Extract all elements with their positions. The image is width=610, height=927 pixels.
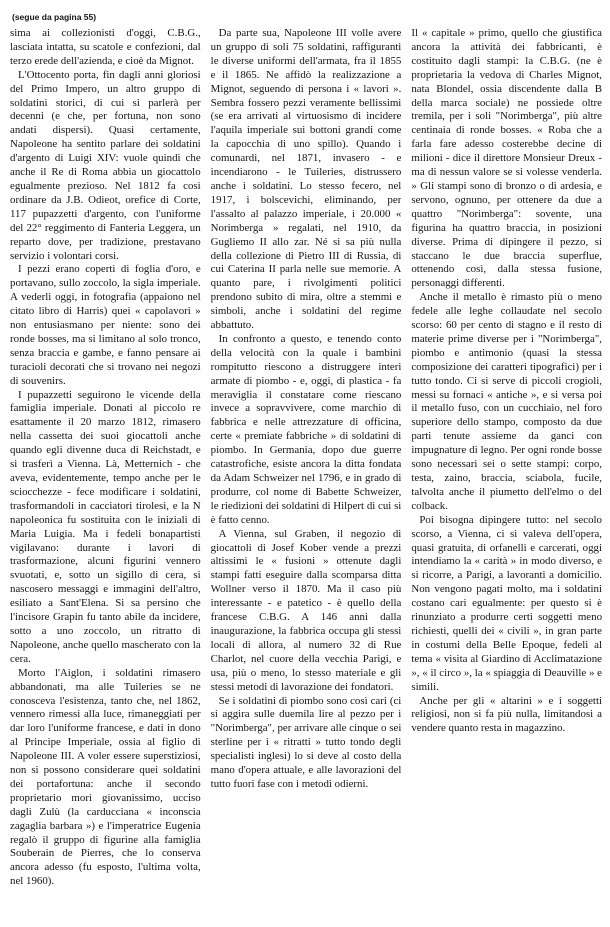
column-3 [411,27,602,921]
paragraph: Se i soldatini di piombo sono così cari (ci si aggira sulle duemila lire al pezzo per i "Norimberga", per arrivare alle cinque o sei sterline per i « ritratti » tutto tondo degli specialisti inglesi) lo si deve al costo della mano d'opera attuale, e alle lavorazioni del tutto fuori fase con i metodi odierni. [210,694,402,790]
paragraph: Da parte sua, Napoleone III volle avere un gruppo di soli 75 soldatini, raffiguranti le diverse uniformi dell'armata, fra il 1855 e il 1865. Ne affidò la realizzazione a Mignot, seguendo di persona i « lavori ». Sembra fossero pezzi veramente bellissimi (se era arrivati al virtuosismo di incidere l'aquila imperiale sui bottoni grandi come la capocchia di uno spillo). Quando i comunardi, nel 1871, invasero - e incendiarono - le Tuileries, distrussero anche i soldatini. Lo stesso fecero, nel 1917, i bolscevichi, eliminando, per l'assalto al palazzo imperiale, i 20.000 « Norimberga » regalati, nel 1910, da Gugliemo II allo zar. Né si sa più nulla della collezione di Pietro III di Russia, di cui Caterina II parla nelle sue memorie. A quanto pare, i rivolgimenti politici prendono subito di mira, oltre a stemmi e simboli, anche i soldatini del regime abbattuto. [210,27,402,332]
paragraph: A Vienna, sul Graben, il negozio di giocattoli di Josef Kober vende a prezzi altissimi le « fusioni » ottenute dagli stampi fatti eseguire dalla scomparsa ditta Wollner verso il 1870. Ma il caso più interessante - e patetico - è quello della francese C.B.G. A 146 anni dalla inaugurazione, la fabbrica occupa gli stessi locali di allora, al numero 32 di Rue Charlot, nel cuore della vecchia Parigi, e usa, più o meno, lo stesso materiale e gli stessi metodi di lavorazione dei fondatori. [210,527,402,693]
paragraph: Anche il metallo è rimasto più o meno fedele alle leghe collaudate nel secolo scorso: 60 per cento di stagno e il resto di materie prime diverse per i "Norimberga", piombo e antimonio (quasi la stessa composizione dei caratteri tipografici) per i tutto tondo. Ci si serve di piccoli crogioli, messi su fornaci « antiche », e si versa poi il metallo fuso, con un cucchiaio, nel foro superiore dello stampo, composto da due parti tenute assieme da ganci con impugnature di legno. Per ogni ronde bosse sono necessari sei o sette stampi: corpo, testa, zaino, braccia, sciabola, fucile, talvolta anche il piumetto dell'elmo o del colback. [411,291,603,512]
column-2 [211,27,402,921]
article-body [10,27,602,921]
paragraph: sima ai collezionisti d'oggi, C.B.G., lasciata intatta, su scatole e confezioni, dal terzo erede dell'azienda, e cioè da Mignot. [10,27,201,67]
paragraph: Anche per gli « altarini » e i soggetti religiosi, non si fa più nulla, limitandosi a vendere quanto resta in magazzino. [411,694,603,735]
paragraph: In confronto a questo, e tenendo conto della velocità con la quale i bambini rompitutto riescono a distruggere interi armate di piombo - e, oggi, di plastica - fa meraviglia il constatare come riescano invece a sopravvivere, come marchio di fabbrica e nelle attrezzature di officina, certe « premiate fabbriche » di soldatini di piombo. In Germania, dopo due guerre catastrofiche, esiste ancora la ditta fondata da Adam Schweizer nel 1796, e in grado di produrre, col nome di Babette Schweizer, le riedizioni dei soldatini di Hilpert di cui si è fatto cenno. [210,332,402,526]
paragraph: L'Ottocento porta, fin dagli anni gloriosi del Primo Impero, un altro gruppo di soldatini storici, di cui si parlerà per decenni (e che, per fortuna, non sono andati dispersi). Quasi certamente, Napoleone ha sentito parlare dei soldatini d'argento di Luigi XIV: vuole quindi che anche il Re di Roma abbia un giocattolo egualmente prezioso. Nel 1812 fa così ordinare da J.B. Odieot, orefice di Corte, 117 pupazzetti d'argento, con l'uniforme del 22° reggimento di Fanteria Leggera, un reparto dove, per tradizione, prestavano servizio i volontari corsi. [10,68,201,262]
paragraph: I pupazzetti seguirono le vicende della famiglia imperiale. Donati al piccolo re esattamente il 20 marzo 1812, rimasero nella cassetta dei suoi giocattoli anche quando egli divenne duca di Reichstadt, e si trasferì a Vienna. Là, Metternich - che aveva, evidentemente, tempo anche per le sciocchezze - fece modificare i soldatini, trasformandoli in cacciatori tirolesi, e la N napoleonica fu sostituita con le iniziali di Maria Luigia. Ma i fedeli bonapartisti vigilavano: durante i lavori di trasformazione, alcuni figurini vennero svuotati, e, sotto un sigillo di cera, si nascosero messaggi e immagini dell'altro, esiliato a Sant'Elena. Si sa persino che l'incisore Grapin fu tanto abile da incidere, sotto a uno zoccolo, un ritratto di Napoleone, anche quello mascherato con la cera. [10,388,201,665]
paragraph: I pezzi erano coperti di foglia d'oro, e portavano, sullo zoccolo, la sigla imperiale. A vederli oggi, in fotografia (appaiono nel citato libro di Harris) quei « capolavori » non entusiasmano per niente: sono dei ronde bosses, ma si limitano al solo tronco, senza braccia e gambe, e fanno pensare ai turacioli decorati che si trovano nei negozi di souvenirs. [10,263,201,387]
continuation-note: (segue da pagina 55) [12,12,97,22]
paragraph: Il « capitale » primo, quello che giustifica ancora la attività dei fabbricanti, è costituito dagli stampi: la C.B.G. (ne è proprietaria la vedova di Charles Mignot, nata Blondel, ossia discendente dalla B della marca sociale) ne possiede oltre tremila, per i soli "Norimberga", più altre centinaia di ronde bosses. « Roba che a farla fare adesso costerebbe decine di milioni - dice il direttore Monsieur Dreux - ma di nessun valore se si volesse venderla. » Gli stampi sono di bronzo o di ardesia, e servono, ognuno, per ottenere da due a quattro "Norimberga": sovente, una figurina ha quattro braccia, in posizioni diverse. Prima di dipingere il pezzo, si staccano le due braccia superflue, ottenendo così, dalla stessa fusione, personaggi differenti. [411,27,603,290]
paragraph: Morto l'Aiglon, i soldatini rimasero abbandonati, ma alle Tuileries se ne conosceva l'esistenza, tanto che, nel 1862, vennero rimessi alla luce, rimaneggiati per dar loro l'uniforme francese, e dati in dono al Principe Imperiale, ossia al figlio di Napoleone III. A voler essere superstiziosi, non si possono considerare quei soldatini dei portafortuna: anche il secondo proprietario morì giovanissimo, ucciso dagli Zulù (la carducciana « inconscia zagaglia barbara ») e l'imperatrice Eugenia regalò il gruppo di figurine alla famiglia Souberain de Pierres, che lo conserva ancora adesso (fu esposto, l'ultima volta, nel 1960). [10,666,201,888]
paragraph: Poi bisogna dipingere tutto: nel secolo scorso, a Vienna, ci si valeva dell'opera, quasi gratuita, di orfanelli e carcerati, oggi intendiamo la « carità » in modo diverso, e si ricorre, a Parigi, a lavoranti a domicilio. Non vengono pagati molto, ma i soldatini costano cari egualmente: per questo si è rinunziato a produrre certi soggetti meno richiesti, quelli dei « civili », in gran parte in costumi della Belle Epoque, fedeli al tema « visita al Giardino di Acclimatazione », « il circo », la « spiaggia di Deauville » e simili. [411,513,603,693]
column-1 [10,27,201,921]
